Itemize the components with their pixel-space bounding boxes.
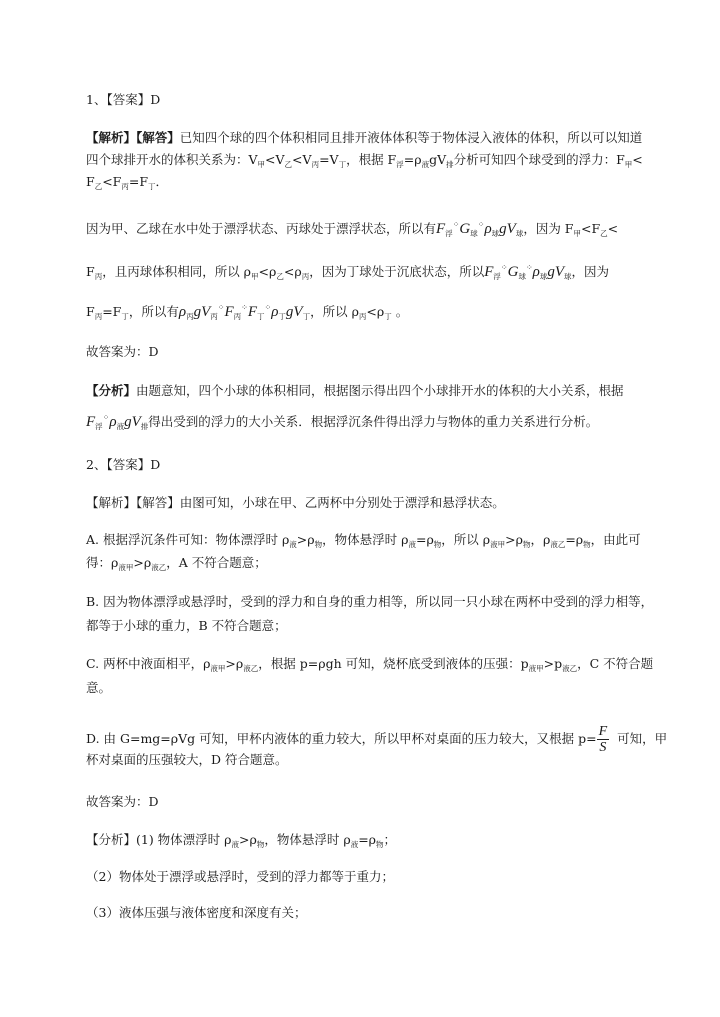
q2-summary-line2: （2）物体处于漂浮或悬浮时，受到的浮力都等于重力； [86, 869, 394, 884]
q1-paragraph2-line3: $F_丙=F_丁$，所以有$\rho_丙gV_丙^⁘F_丙^⁘F_丁^⁘\rho_丁gV_丁$，所以 $\rho_丙<\rho_丁$ 。 [86, 303, 409, 321]
fraction-f-over-s: $\frac{F}{S}$ [598, 724, 608, 755]
dots-icon: ⁘ [477, 220, 485, 229]
q2-option-c-line1: C. 两杯中液面相平，$\rho_{液甲}>\rho_{液乙}$，根据 p=ρgh 可知，烧杯底受到液体的压强：$p_{液甲}>p_{液乙}$，C 不符合题 [86, 656, 654, 673]
dots-icon: ⁘ [264, 303, 272, 312]
dots-icon: ⁘ [525, 263, 533, 272]
q2-result: 故答案为：D [86, 794, 159, 809]
q2-summary-line1: 【分析】(1) 物体漂浮时 $\rho_液>\rho_物$，物体悬浮时 $\rho_液=\rho_物$； [86, 832, 397, 849]
q1-summary-line1: 【分析】由题意知，四个小球的体积相同，根据图示得出四个小球排开水的体积的大小关系，根据 [86, 383, 624, 398]
q2-option-a-line1: A. 根据浮沉条件可知：物体漂浮时 $\rho_液>\rho_物$，物体悬浮时 $\rho_液=\rho_物$，所以 $\rho_{液甲}>\rho_物$，$\rho_{液乙}=\rho_物$，由此可 [86, 532, 641, 549]
q1-answer: 1、【答案】D [86, 92, 161, 107]
q2-answer: 2、【答案】D [86, 457, 161, 472]
dots-icon: ⁘ [241, 303, 248, 312]
q2-analysis: 【解析】【解答】由图可知，小球在甲、乙两杯中分别处于漂浮和悬浮状态。 [86, 495, 505, 510]
q2-option-a-line2: 得：$\rho_{液甲}>\rho_{液乙}$，A 不符合题意； [86, 555, 267, 572]
q1-summary-line2: $F_浮^⁘\rho_液gV_排$得出受到的浮力的大小关系．根据浮沉条件得出浮力与物体的重力关系进行分析。 [86, 413, 599, 431]
q1-result: 故答案为：D [86, 344, 159, 359]
q2-option-d-line2: 杯对桌面的压强较大，D 符合题意。 [86, 752, 288, 767]
q2-option-b-line2: 都等于小球的重力，B 不符合题意； [86, 618, 287, 633]
q1-analysis-line2: 四个球排开水的体积关系为：$V_甲<V_乙<V_丙=V_丁$，根据 $F_浮=\rho_液gV_排$分析可知四个球受到的浮力：$F_甲<$ [86, 152, 643, 169]
q1-analysis-line1: 【解析】【解答】已知四个球的四个体积相同且排开液体体积等于物体浸入液体的体积，所以可以知道 [86, 130, 643, 145]
q2-option-c-line2: 意。 [86, 680, 112, 695]
q2-option-b-line1: B. 因为物体漂浮或悬浮时，受到的浮力和自身的重力相等，所以同一只小球在两杯中受到的浮力相等， [86, 594, 654, 609]
dots-icon: ⁘ [217, 303, 225, 312]
dots-icon: ⁘ [452, 220, 460, 229]
q2-summary-line3: （3）液体压强与液体密度和深度有关； [86, 905, 307, 920]
dots-icon: ⁘ [102, 413, 110, 422]
q2-option-d-line1: D. 由 G=mg=ρVg 可知，甲杯内液体的重力较大，所以甲杯对桌面的压力较大，又根据 p= $\frac{F}{S}$ 可知，甲 [86, 724, 668, 755]
q1-paragraph2-line1: 因为甲、乙球在水中处于漂浮状态、丙球处于漂浮状态，所以有$F_浮^⁘G_球^⁘\rho_球gV_球$，因为 $F_甲<F_乙<$ [86, 220, 619, 238]
q1-analysis-line3: $F_乙<F_丙=F_丁$． [86, 174, 169, 191]
q1-paragraph2-line2: $F_丙$，且丙球体积相同，所以 $\rho_甲<\rho_乙<\rho_丙$，因为丁球处于沉底状态，所以$F_浮^⁘G_球^⁘\rho_球gV_球$，因为 [86, 263, 610, 281]
dots-icon: ⁘ [500, 263, 508, 272]
